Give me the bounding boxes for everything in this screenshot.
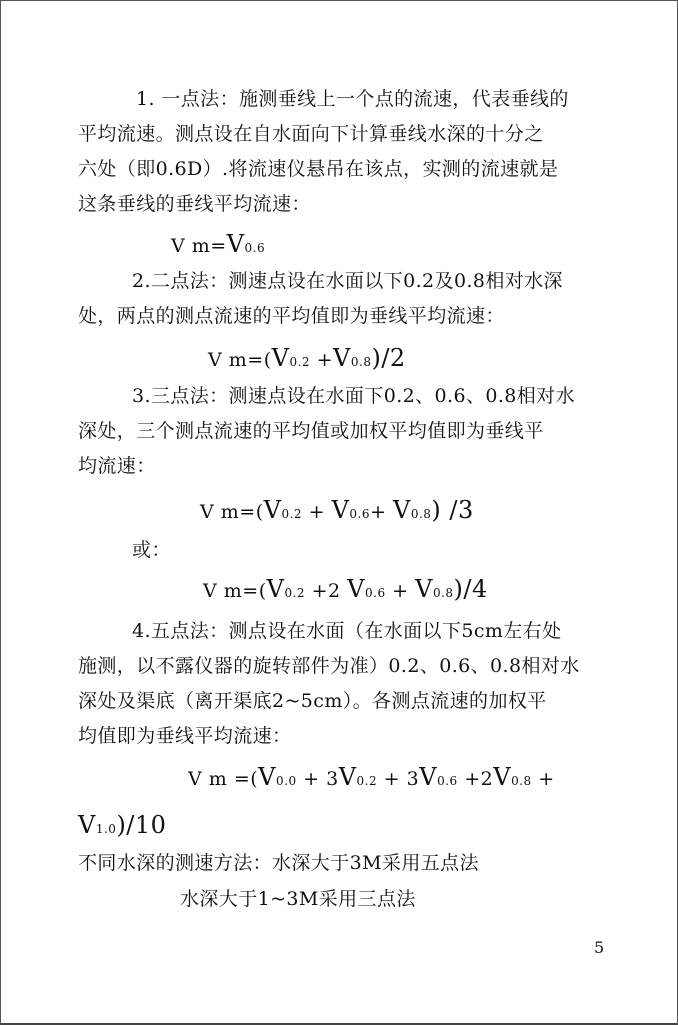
formula-one-point: V m=V0.6 xyxy=(171,230,266,258)
para2-line2: 处，两点的测点流速的平均值即为垂线平均流速： xyxy=(78,305,505,327)
para4-line4: 均值即为垂线平均流速： xyxy=(78,725,292,747)
para4-line1: 4.五点法：测点设在水面（在水面以下5cm左右处 xyxy=(132,620,562,642)
para4-line2: 施测，以不露仪器的旋转部件为准）0.2、0.6、0.8相对水 xyxy=(78,655,580,677)
formula-three-point-weighted: V m=(V0.2 +2 V0.6 + V0.8)/4 xyxy=(203,575,488,603)
para3-line1: 3.三点法：测速点设在水面下0.2、0.6、0.8相对水 xyxy=(132,385,575,407)
para2-line1: 2.二点法：测速点设在水面以下0.2及0.8相对水深 xyxy=(132,270,563,292)
para1-line3: 六处（即0.6D）.将流速仪悬吊在该点，实测的流速就是 xyxy=(78,158,559,180)
para1-line4: 这条垂线的垂线平均流速： xyxy=(78,193,311,215)
formula-five-point: V m =(V0.0 + 3V0.2 + 3V0.6 +2V0.8 + xyxy=(188,763,555,791)
formula-five-point-end: V1.0)/10 xyxy=(78,811,167,839)
formula-three-point: V m=(V0.2 + V0.6+ V0.8) /3 xyxy=(200,496,474,524)
para3-line2: 深处，三个测点流速的平均值或加权平均值即为垂线平 xyxy=(78,420,544,442)
para3-line3: 均流速： xyxy=(78,455,156,477)
para1-line2: 平均流速。测点设在自水面向下计算垂线水深的十分之 xyxy=(78,123,544,145)
or-label: 或： xyxy=(132,539,171,561)
para4-line3: 深处及渠底（离开渠底2~5cm）。各测点流速的加权平 xyxy=(78,690,547,712)
formula-two-point: V m=(V0.2 +V0.8)/2 xyxy=(208,344,406,372)
depth-method-line1: 不同水深的测速方法：水深大于3M采用五点法 xyxy=(78,852,479,874)
depth-method-line2: 水深大于1~3M采用三点法 xyxy=(180,888,416,910)
para1-line1: 1. 一点法：施测垂线上一个点的流速，代表垂线的 xyxy=(136,88,569,110)
page-number: 5 xyxy=(594,938,605,957)
